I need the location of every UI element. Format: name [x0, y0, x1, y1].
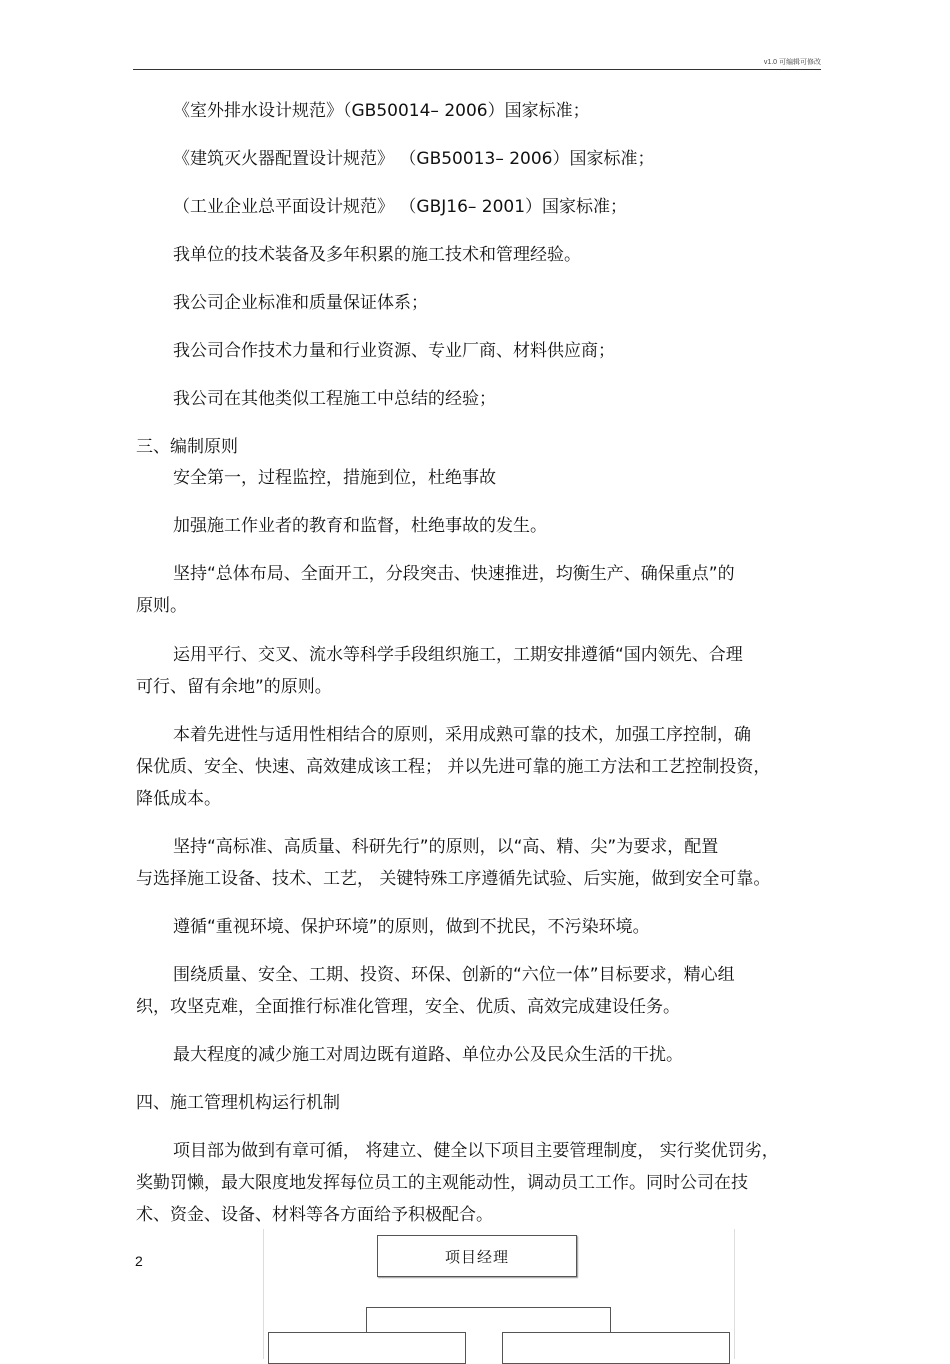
text-line: 我公司企业标准和质量保证体系； [173, 293, 428, 313]
text-line: 织，攻坚克难，全面推行标准化管理，安全、优质、高效完成建设任务。 [136, 997, 680, 1017]
text-line: 最大程度的减少施工对周边既有道路、单位办公及民众生活的干扰。 [173, 1045, 683, 1065]
text-line: 项目部为做到有章可循， 将建立、健全以下项目主要管理制度， 实行奖优罚劣， [173, 1141, 779, 1161]
text-line: 与选择施工设备、技术、工艺， 关键特殊工序遵循先试验、后实施，做到安全可靠。 [136, 869, 771, 889]
text-line: 本着先进性与适用性相结合的原则，采用成熟可靠的技术，加强工序控制，确 [173, 725, 751, 745]
section-heading: 四、施工管理机构运行机制 [136, 1093, 340, 1113]
text-line: 加强施工作业者的教育和监督，杜绝事故的发生。 [173, 516, 547, 536]
text-line: 奖勤罚懒，最大限度地发挥每位员工的主观能动性，调动员工工作。同时公司在技 [136, 1173, 748, 1193]
text-line: 我单位的技术装备及多年积累的施工技术和管理经验。 [173, 245, 581, 265]
org-box-left [268, 1332, 466, 1364]
text-line: 降低成本。 [136, 789, 221, 809]
header-version: v1.0 可编辑可修改 [763, 59, 821, 66]
text-line: 《室外排水设计规范》（GB50014– 2006）国家标准； [173, 101, 590, 121]
text-line: 术、资金、设备、材料等各方面给予积极配合。 [136, 1205, 493, 1225]
text-line: 保优质、安全、快速、高效建成该工程； 并以先进可靠的施工方法和工艺控制投资， [136, 757, 771, 777]
header-rule [133, 69, 821, 70]
page-number: 2 [135, 1253, 143, 1269]
text-line: 坚持“高标准、高质量、科研先行”的原则，以“高、精、尖”为要求，配置 [173, 837, 719, 857]
section-heading: 三、编制原则 [136, 437, 238, 457]
text-line: （工业企业总平面设计规范》 （GBJ16– 2001）国家标准； [173, 197, 628, 217]
text-line: 《建筑灭火器配置设计规范》 （GB50013– 2006）国家标准； [173, 149, 655, 169]
text-line: 我公司合作技术力量和行业资源、专业厂商、材料供应商； [173, 341, 615, 361]
text-line: 运用平行、交叉、流水等科学手段组织施工，工期安排遵循“国内领先、合理 [173, 645, 743, 665]
text-line: 可行、留有余地”的原则。 [136, 677, 332, 697]
text-line: 原则。 [136, 596, 187, 616]
text-line: 围绕质量、安全、工期、投资、环保、创新的“六位一体”目标要求，精心组 [173, 965, 735, 985]
text-line: 坚持“总体布局、全面开工，分段突击、快速推进，均衡生产、确保重点”的 [173, 564, 735, 584]
org-connector [366, 1307, 611, 1333]
text-line: 我公司在其他类似工程施工中总结的经验； [173, 389, 496, 409]
org-box-project-manager: 项目经理 [377, 1235, 577, 1277]
text-line: 遵循“重视环境、保护环境”的原则，做到不扰民，不污染环境。 [173, 917, 650, 937]
text-line: 安全第一，过程监控，措施到位，杜绝事故 [173, 468, 496, 488]
org-box-right [502, 1332, 730, 1364]
